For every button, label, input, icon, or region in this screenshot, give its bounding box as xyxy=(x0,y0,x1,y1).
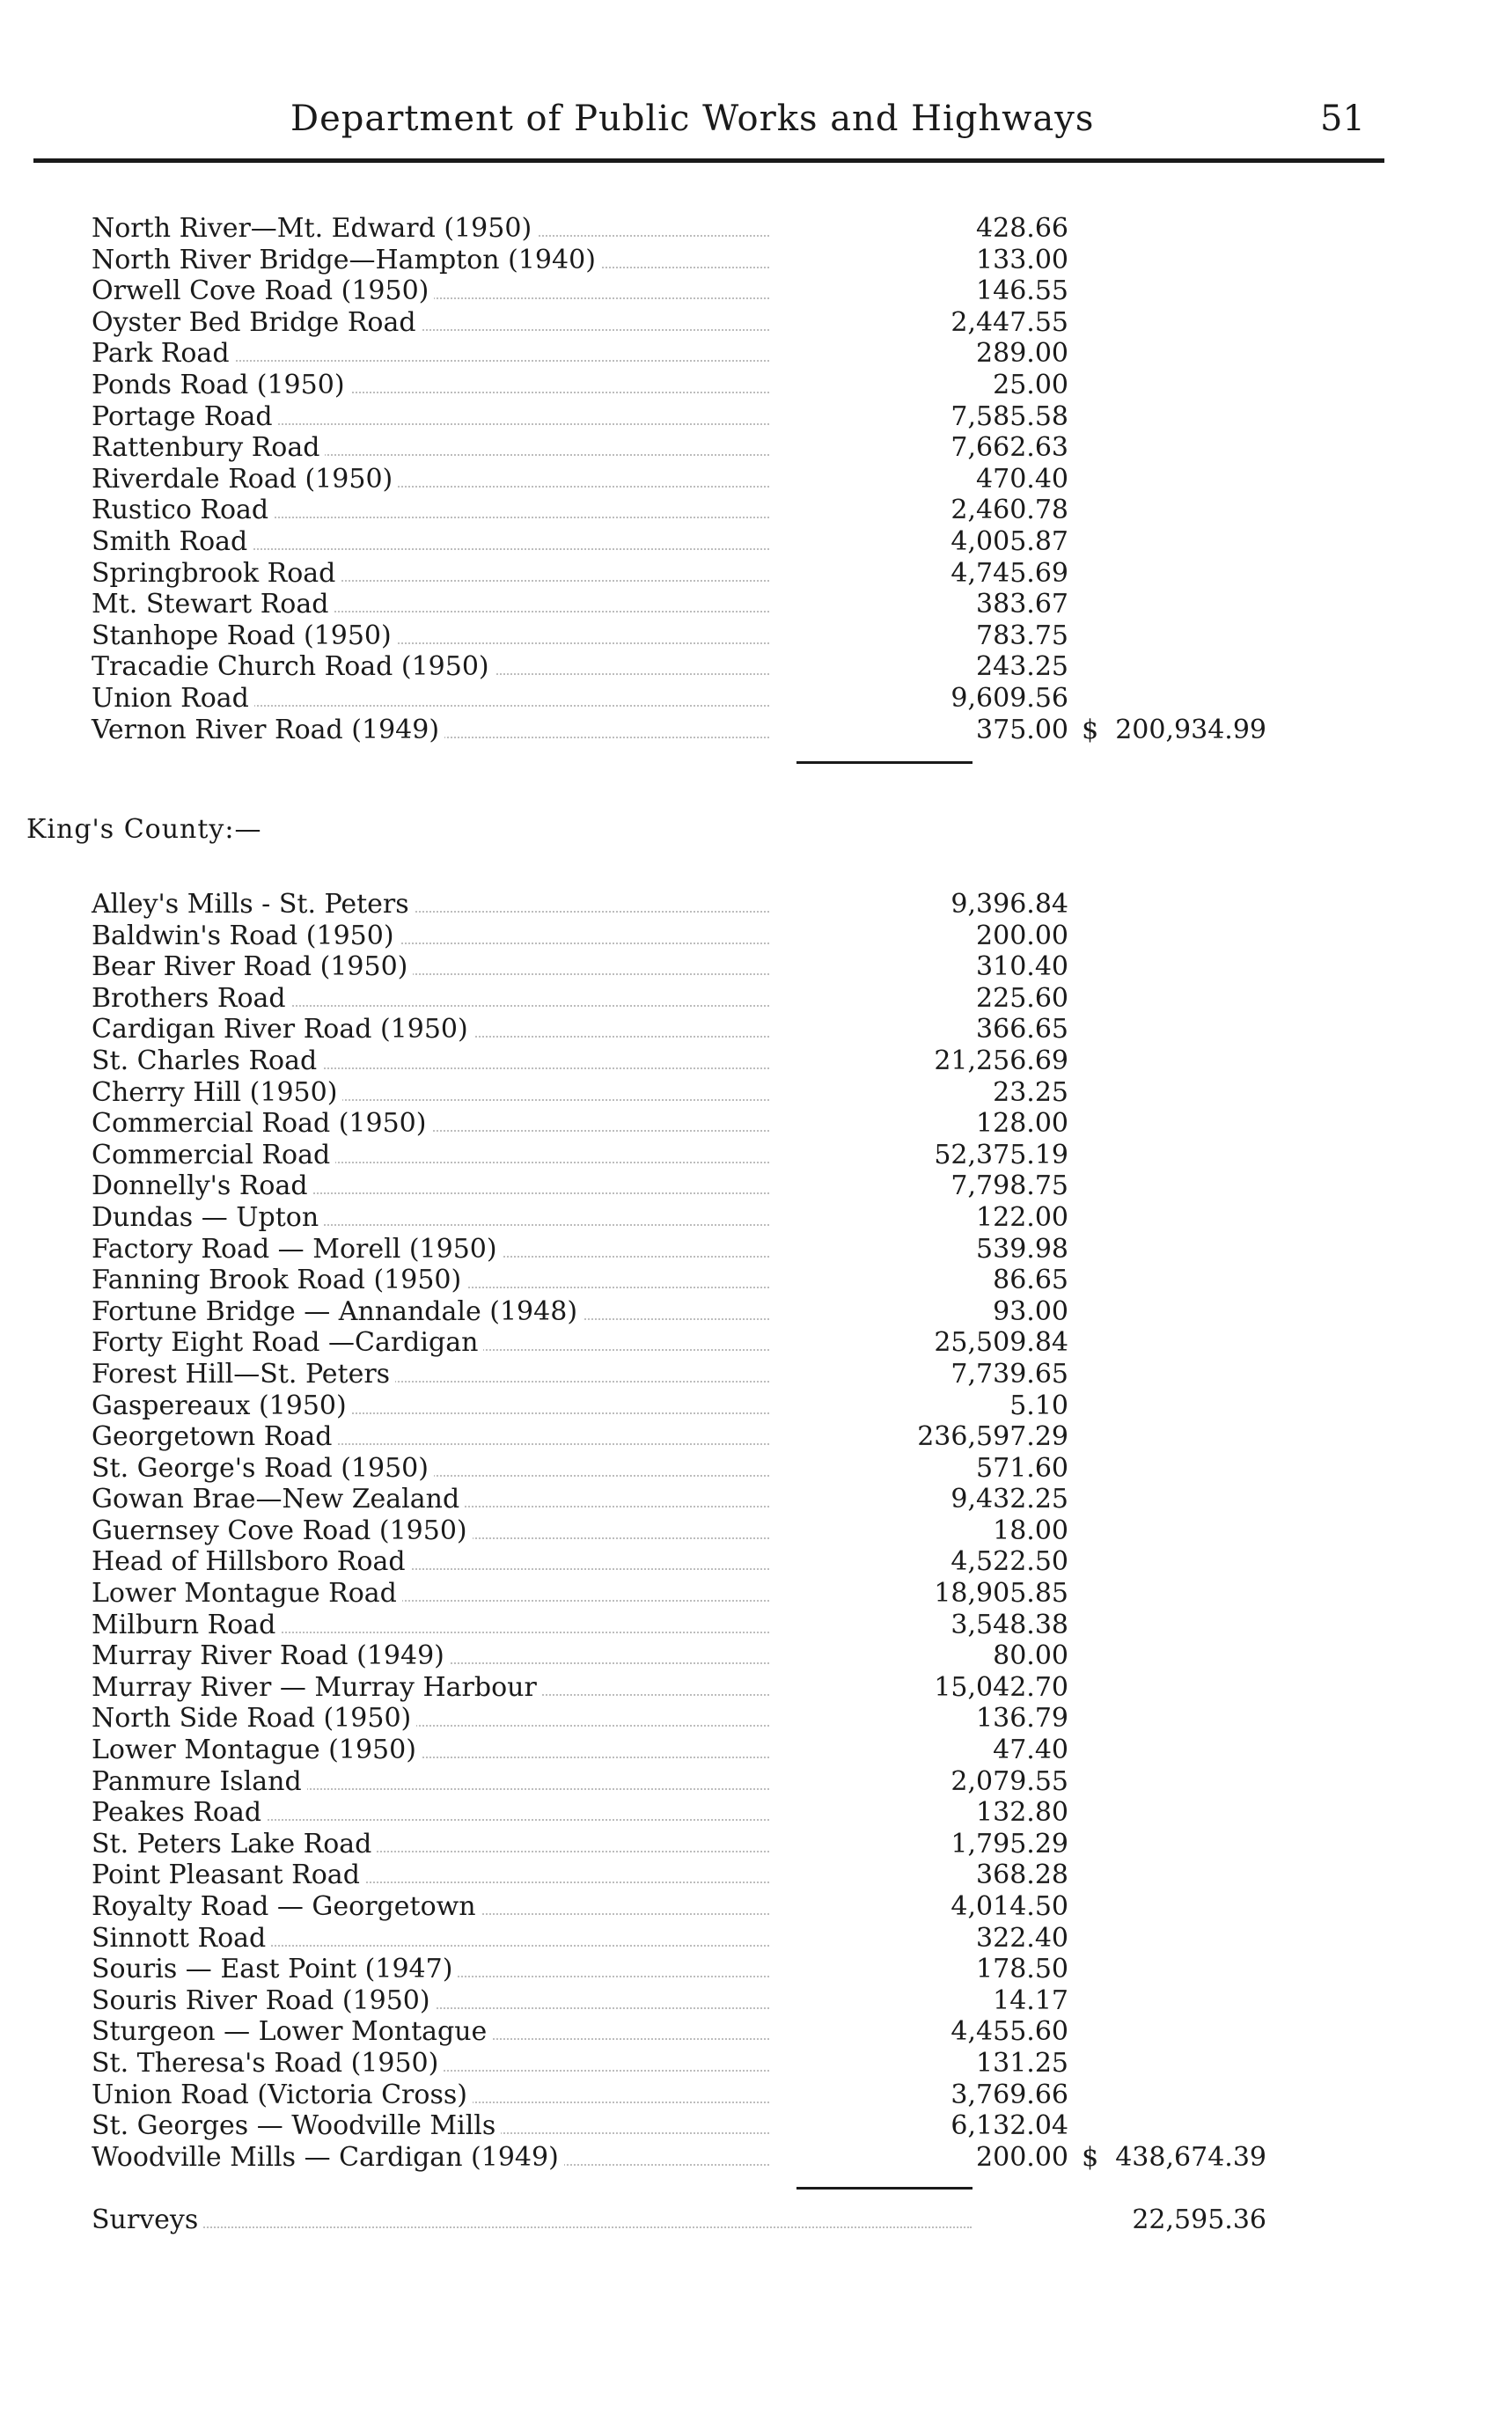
road-amount: 243.25 xyxy=(976,651,1068,683)
road-amount: 2,079.55 xyxy=(951,1765,1068,1797)
road-amount: 47.40 xyxy=(993,1735,1068,1766)
road-row xyxy=(92,1359,1236,1390)
section-total: $ 200,934.99 xyxy=(1082,714,1266,745)
road-amount: 225.60 xyxy=(976,982,1068,1014)
road-row xyxy=(92,1766,1236,1798)
road-row xyxy=(92,1265,1236,1296)
road-row xyxy=(92,1923,1236,1955)
road-row xyxy=(92,651,1236,683)
road-row xyxy=(92,245,1236,276)
road-amount: 428.66 xyxy=(976,213,1068,244)
road-row xyxy=(92,432,1236,464)
road-amount: 128.00 xyxy=(976,1108,1068,1140)
road-name: Stanhope Road (1950) xyxy=(92,620,397,652)
road-name: Springbrook Road xyxy=(92,558,341,590)
road-name: Lower Montague (1950) xyxy=(92,1735,422,1766)
road-name: St. Charles Road xyxy=(92,1045,322,1077)
road-amount: 3,769.66 xyxy=(951,2079,1068,2110)
road-row xyxy=(92,1735,1236,1766)
road-row xyxy=(92,338,1236,370)
road-row xyxy=(92,889,1236,921)
road-row xyxy=(92,1077,1236,1109)
road-name: Rattenbury Road xyxy=(92,432,325,464)
road-row xyxy=(92,1202,1236,1234)
road-name: Oyster Bed Bridge Road xyxy=(92,307,422,339)
road-row xyxy=(92,921,1236,952)
road-row xyxy=(92,464,1236,495)
road-amount: 132.80 xyxy=(976,1797,1068,1829)
road-row xyxy=(92,370,1236,401)
road-amount: 23.25 xyxy=(993,1076,1068,1108)
road-amount: 200.00 xyxy=(976,920,1068,951)
road-name: Peakes Road xyxy=(92,1797,267,1829)
road-amount: 6,132.04 xyxy=(951,2110,1068,2142)
road-name: Commercial Road (1950) xyxy=(92,1108,431,1140)
road-row xyxy=(92,401,1236,433)
road-name: Union Road (Victoria Cross) xyxy=(92,2080,473,2111)
road-row xyxy=(92,1045,1236,1077)
road-row xyxy=(92,2048,1236,2080)
road-name: North River Bridge—Hampton (1940) xyxy=(92,245,601,276)
road-name: Point Pleasant Road xyxy=(92,1860,365,1891)
road-amount: 15,042.70 xyxy=(934,1671,1068,1703)
road-amount: 9,432.25 xyxy=(951,1484,1068,1515)
road-amount: 5.10 xyxy=(1009,1390,1068,1421)
dot-leader xyxy=(92,2226,972,2228)
road-row xyxy=(92,213,1236,245)
road-name: Fortune Bridge — Annandale (1948) xyxy=(92,1296,583,1328)
road-amount: 18.00 xyxy=(993,1515,1068,1546)
road-name: Portage Road xyxy=(92,401,278,433)
road-list-kings xyxy=(92,889,1266,2173)
road-row xyxy=(92,1515,1236,1547)
road-row xyxy=(92,983,1236,1015)
road-name: Cardigan River Road (1950) xyxy=(92,1014,473,1045)
road-name: Bear River Road (1950) xyxy=(92,951,413,983)
road-row xyxy=(92,1170,1236,1202)
road-row xyxy=(92,1578,1236,1610)
road-amount: 14.17 xyxy=(993,1984,1068,2016)
road-name: Ponds Road (1950) xyxy=(92,370,350,401)
road-amount: 122.00 xyxy=(976,1201,1068,1233)
road-name: Guernsey Cove Road (1950) xyxy=(92,1515,473,1547)
road-amount: 571.60 xyxy=(976,1452,1068,1484)
road-amount: 7,739.65 xyxy=(951,1358,1068,1390)
road-amount: 178.50 xyxy=(976,1954,1068,1985)
road-name: Gaspereaux (1950) xyxy=(92,1390,352,1422)
road-row xyxy=(92,1640,1236,1672)
road-row xyxy=(92,1672,1236,1704)
road-name: Souris River Road (1950) xyxy=(92,1985,436,2017)
road-name: North Side Road (1950) xyxy=(92,1703,416,1735)
road-amount: 366.65 xyxy=(976,1014,1068,1045)
road-row xyxy=(92,1703,1236,1735)
road-name: Commercial Road xyxy=(92,1140,335,1171)
road-list-queens xyxy=(92,213,1266,745)
road-amount: 4,745.69 xyxy=(951,557,1068,589)
road-name: Sinnott Road xyxy=(92,1923,271,1955)
road-row xyxy=(92,1954,1236,1985)
road-amount: 1,795.29 xyxy=(951,1828,1068,1860)
road-name: Factory Road — Morell (1950) xyxy=(92,1234,503,1265)
road-row xyxy=(92,2080,1236,2111)
road-name: Mt. Stewart Road xyxy=(92,589,334,620)
road-row xyxy=(92,951,1236,983)
road-amount: 783.75 xyxy=(976,620,1068,651)
road-amount: 470.40 xyxy=(976,463,1068,495)
road-name: Donnelly's Road xyxy=(92,1170,313,1202)
road-amount: 7,798.75 xyxy=(951,1170,1068,1202)
road-row xyxy=(92,714,1266,746)
road-name: Smith Road xyxy=(92,526,253,558)
road-amount: 52,375.19 xyxy=(934,1139,1068,1170)
road-row xyxy=(92,1390,1236,1422)
road-name: Alley's Mills - St. Peters xyxy=(92,889,415,921)
road-name: Park Road xyxy=(92,338,235,370)
road-name: Gowan Brae—New Zealand xyxy=(92,1484,465,1515)
road-name: St. Theresa's Road (1950) xyxy=(92,2048,444,2080)
road-row xyxy=(92,1891,1236,1923)
road-amount: 131.25 xyxy=(976,2047,1068,2079)
road-name: Forty Eight Road —Cardigan xyxy=(92,1327,483,1359)
road-row xyxy=(92,1108,1236,1140)
road-amount: 25.00 xyxy=(993,369,1068,400)
subtotal-rule xyxy=(796,761,973,764)
road-row xyxy=(92,1014,1236,1045)
road-row xyxy=(92,1797,1236,1829)
road-name: Brothers Road xyxy=(92,983,291,1015)
surveys-row xyxy=(92,2204,1266,2236)
road-row xyxy=(92,1860,1236,1891)
page-number: 51 xyxy=(1320,99,1365,139)
road-name: Woodville Mills — Cardigan (1949) xyxy=(92,2142,564,2174)
header-rule xyxy=(33,158,1384,163)
road-amount: 4,522.50 xyxy=(951,1546,1068,1578)
road-amount: 25,509.84 xyxy=(934,1327,1068,1359)
road-row xyxy=(92,1610,1236,1641)
road-amount: 7,662.63 xyxy=(951,432,1068,464)
road-amount: 289.00 xyxy=(976,338,1068,370)
road-name: Georgetown Road xyxy=(92,1421,337,1453)
road-name: St. Georges — Woodville Mills xyxy=(92,2110,501,2142)
road-name: North River—Mt. Edward (1950) xyxy=(92,213,537,245)
road-row xyxy=(92,683,1236,715)
road-amount: 200.00 xyxy=(976,2141,1068,2173)
road-amount: 136.79 xyxy=(976,1703,1068,1735)
road-row xyxy=(92,495,1236,526)
road-amount: 322.40 xyxy=(976,1922,1068,1954)
road-amount: 4,455.60 xyxy=(951,2016,1068,2048)
road-row xyxy=(92,1421,1236,1453)
road-row xyxy=(92,1829,1236,1860)
road-amount: 4,014.50 xyxy=(951,1891,1068,1922)
road-amount: 18,905.85 xyxy=(934,1578,1068,1610)
road-name: Panmure Island xyxy=(92,1766,307,1798)
road-amount: 2,460.78 xyxy=(951,495,1068,526)
road-amount: 383.67 xyxy=(976,589,1068,620)
road-amount: 539.98 xyxy=(976,1233,1068,1265)
road-row xyxy=(92,275,1236,307)
road-amount: 236,597.29 xyxy=(917,1421,1068,1453)
page-title: Department of Public Works and Highways xyxy=(290,99,1095,139)
road-amount: 93.00 xyxy=(993,1295,1068,1327)
road-amount: 80.00 xyxy=(993,1640,1068,1672)
road-row xyxy=(92,1234,1236,1265)
subtotal-rule xyxy=(796,2187,973,2190)
road-name: Orwell Cove Road (1950) xyxy=(92,275,434,307)
road-amount: 3,548.38 xyxy=(951,1609,1068,1640)
road-name: Forest Hill—St. Peters xyxy=(92,1359,395,1390)
road-name: Cherry Hill (1950) xyxy=(92,1077,342,1109)
page-header xyxy=(0,99,1512,151)
road-row xyxy=(92,307,1236,339)
road-amount: 2,447.55 xyxy=(951,306,1068,338)
road-amount: 146.55 xyxy=(976,275,1068,307)
road-row xyxy=(92,1296,1236,1328)
road-name: Royalty Road — Georgetown xyxy=(92,1891,481,1923)
road-row xyxy=(92,2141,1266,2174)
road-name: Head of Hillsboro Road xyxy=(92,1546,411,1578)
section-total: $ 438,674.39 xyxy=(1082,2141,1266,2173)
road-amount: 86.65 xyxy=(993,1265,1068,1296)
road-name: Fanning Brook Road (1950) xyxy=(92,1265,466,1296)
road-row xyxy=(92,1327,1236,1359)
road-amount: 21,256.69 xyxy=(934,1045,1068,1076)
road-name: Sturgeon — Lower Montague xyxy=(92,2016,492,2048)
road-row xyxy=(92,1985,1236,2017)
road-name: St. Peters Lake Road xyxy=(92,1829,377,1860)
road-name: Milburn Road xyxy=(92,1610,281,1641)
road-row xyxy=(92,1546,1236,1578)
road-name: Murray River — Murray Harbour xyxy=(92,1672,542,1704)
road-amount: 9,396.84 xyxy=(951,889,1068,920)
road-row xyxy=(92,1453,1236,1485)
road-name: Baldwin's Road (1950) xyxy=(92,921,400,952)
road-row xyxy=(92,558,1236,590)
road-name: Souris — East Point (1947) xyxy=(92,1954,458,1985)
road-amount: 133.00 xyxy=(976,244,1068,275)
county-heading: King's County:— xyxy=(26,814,262,845)
road-row xyxy=(92,1484,1236,1515)
road-amount: 375.00 xyxy=(976,714,1068,745)
road-row xyxy=(92,589,1236,620)
road-name: Rustico Road xyxy=(92,495,274,526)
road-name: Vernon River Road (1949) xyxy=(92,715,444,746)
road-name: Murray River Road (1949) xyxy=(92,1640,450,1672)
road-row xyxy=(92,2016,1236,2048)
road-amount: 9,609.56 xyxy=(951,682,1068,714)
road-row xyxy=(92,620,1236,652)
road-name: St. George's Road (1950) xyxy=(92,1453,434,1485)
road-row xyxy=(92,526,1236,558)
road-amount: 368.28 xyxy=(976,1860,1068,1891)
road-amount: 310.40 xyxy=(976,951,1068,983)
road-row xyxy=(92,2110,1236,2142)
surveys-amount: 22,595.36 xyxy=(1132,2204,1266,2235)
road-amount: 7,585.58 xyxy=(951,400,1068,432)
road-name: Tracadie Church Road (1950) xyxy=(92,651,495,683)
road-row xyxy=(92,1140,1236,1171)
road-name: Union Road xyxy=(92,683,254,715)
road-name: Dundas — Upton xyxy=(92,1202,324,1234)
road-name: Lower Montague Road xyxy=(92,1578,402,1610)
road-amount: 4,005.87 xyxy=(951,525,1068,557)
road-name: Riverdale Road (1950) xyxy=(92,464,398,495)
surveys-label: Surveys xyxy=(92,2204,203,2236)
